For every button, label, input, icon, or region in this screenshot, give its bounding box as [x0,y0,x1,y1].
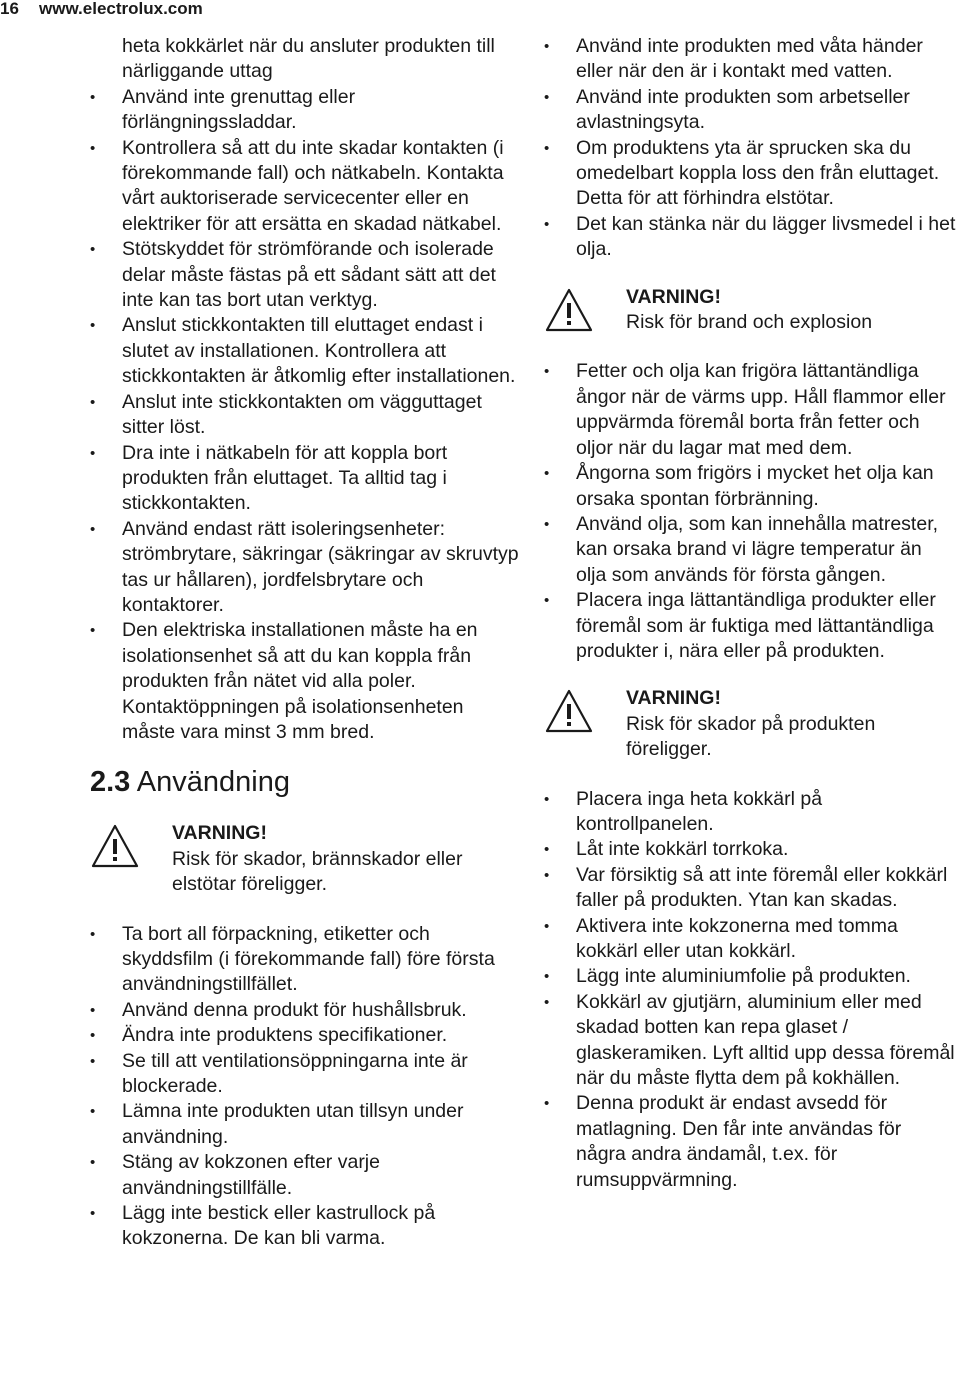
section-heading [90,765,520,799]
list-item: • Placera inga heta kokkärl på kontrollpanelen. [544,787,956,838]
warning-icon [90,823,140,869]
list-item: • Kontrollera så att du inte skadar kontakten (i förekommande fall) och nätkabeln. Kontakta vårt auktoriserade servicecenter eller en elektriker för att ersätta en skadad nätkabel. [90,136,520,238]
warning-box [544,285,956,336]
page-number: 16 [0,0,19,18]
list-item: • Använd inte produkten som arbetseller avlastningsyta. [544,85,956,136]
list-item: • Var försiktig så att inte föremål eller kokkärl faller på produkten. Ytan kan skadas. [544,863,956,914]
right-top-list [544,34,956,263]
section-title: Användning [136,766,290,799]
warning-text: Risk för skador, brännskador eller elstötar föreligger. [172,847,463,896]
list-item: • Stäng av kokzonen efter varje användningstillfälle. [90,1150,520,1201]
list-item: • Använd inte grenuttag eller förlängningssladdar. [90,85,520,136]
section-number: 2.3 [90,766,131,799]
list-item: • Lägg inte bestick eller kastrullock på kokzonerna. De kan bli varma. [90,1201,520,1252]
list-item: • Den elektriska installationen måste ha en isolationsenhet så att du kan koppla från produkten från nätet vid alla poler. Kontaktöppningen på isolationsenheten måste vara minst 3 mm bred. [90,618,520,745]
list-item: • Låt inte kokkärl torrkoka. [544,837,956,862]
warning-title: VARNING! [626,687,721,710]
warning-text: Risk för skador på produkten föreligger. [626,712,876,761]
list-item: • Ångorna som frigörs i mycket het olja kan orsaka spontan förbränning. [544,461,956,512]
list-item: • Kokkärl av gjutjärn, aluminium eller med skadad botten kan repa glaset / glaskeramiken. Lyft alltid upp dessa föremål när du måste flytta dem på kokhällen. [544,990,956,1092]
list-item: • Dra inte i nätkabeln för att koppla bort produkten från eluttaget. Ta alltid tag i stickkontakten. [90,441,520,517]
list-item: heta kokkärlet när du ansluter produkten till närliggande uttag [122,35,495,83]
list-item: • Ändra inte produktens specifikationer. [90,1023,520,1048]
list-item: • Ta bort all förpackning, etiketter och skyddsfilm (i förekommande fall) före första användningstillfället. [90,922,520,998]
list-item: • Denna produkt är endast avsedd för matlagning. Den får inte användas för några andra ändamål, t.ex. för rumsuppvärmning. [544,1091,956,1193]
warning-box [544,686,956,762]
warning-title: VARNING! [626,285,721,308]
right-middle-list [544,359,956,664]
right-bottom-list [544,787,956,1194]
list-item: • Använd inte produkten med våta händer eller när den är i kontakt med vatten. [544,34,956,85]
list-item: • Om produktens yta är sprucken ska du omedelbart koppla loss den från eluttaget. Detta för att förhindra elstötar. [544,136,956,212]
list-item: • Använd endast rätt isoleringsenheter: strömbrytare, säkringar (säkringar av skruvtyp tas ur hållaren), jordfelsbrytare och kontaktorer. [90,517,520,619]
warning-icon [544,287,594,333]
list-item: • Placera inga lättantändliga produkter eller föremål som är fuktiga med lättantändliga produkter i, nära eller på produkten. [544,588,956,664]
list-item: • Se till att ventilationsöppningarna inte är blockerade. [90,1049,520,1100]
list-item: • Lämna inte produkten utan tillsyn under användning. [90,1099,520,1150]
list-item: • Använd denna produkt för hushållsbruk. [90,998,520,1023]
list-item: • Aktivera inte kokzonerna med tomma kokkärl eller utan kokkärl. [544,914,956,965]
left-top-list [90,34,520,745]
list-item: • Fetter och olja kan frigöra lättantändliga ångor när de värms upp. Håll flammor eller uppvärmda föremål borta från fetter och oljor när du lagar mat med dem. [544,359,956,461]
left-column [90,34,520,1252]
list-item: • Använd olja, som kan innehålla matrester, kan orsaka brand vi lägre temperatur än olja som används för första gången. [544,512,956,588]
site-url: www.electrolux.com [39,0,203,18]
list-item: • Det kan stänka när du lägger livsmedel i het olja. [544,212,956,263]
warning-title: VARNING! [172,822,267,845]
left-bottom-list [90,922,520,1252]
list-item: • Stötskyddet för strömförande och isolerade delar måste fästas på ett sådant sätt att det inte kan tas bort utan verktyg. [90,237,520,313]
warning-box [90,821,520,897]
list-item: • Anslut inte stickkontakten om vägguttaget sitter löst. [90,390,520,441]
warning-icon [544,688,594,734]
warning-text: Risk för brand och explosion [626,311,873,334]
list-item: • Anslut stickkontakten till eluttaget endast i slutet av installationen. Kontrollera att stickkontakten är åtkomlig efter installationen. [90,313,520,389]
right-column [544,34,956,1193]
list-item: • Lägg inte aluminiumfolie på produkten. [544,964,956,989]
